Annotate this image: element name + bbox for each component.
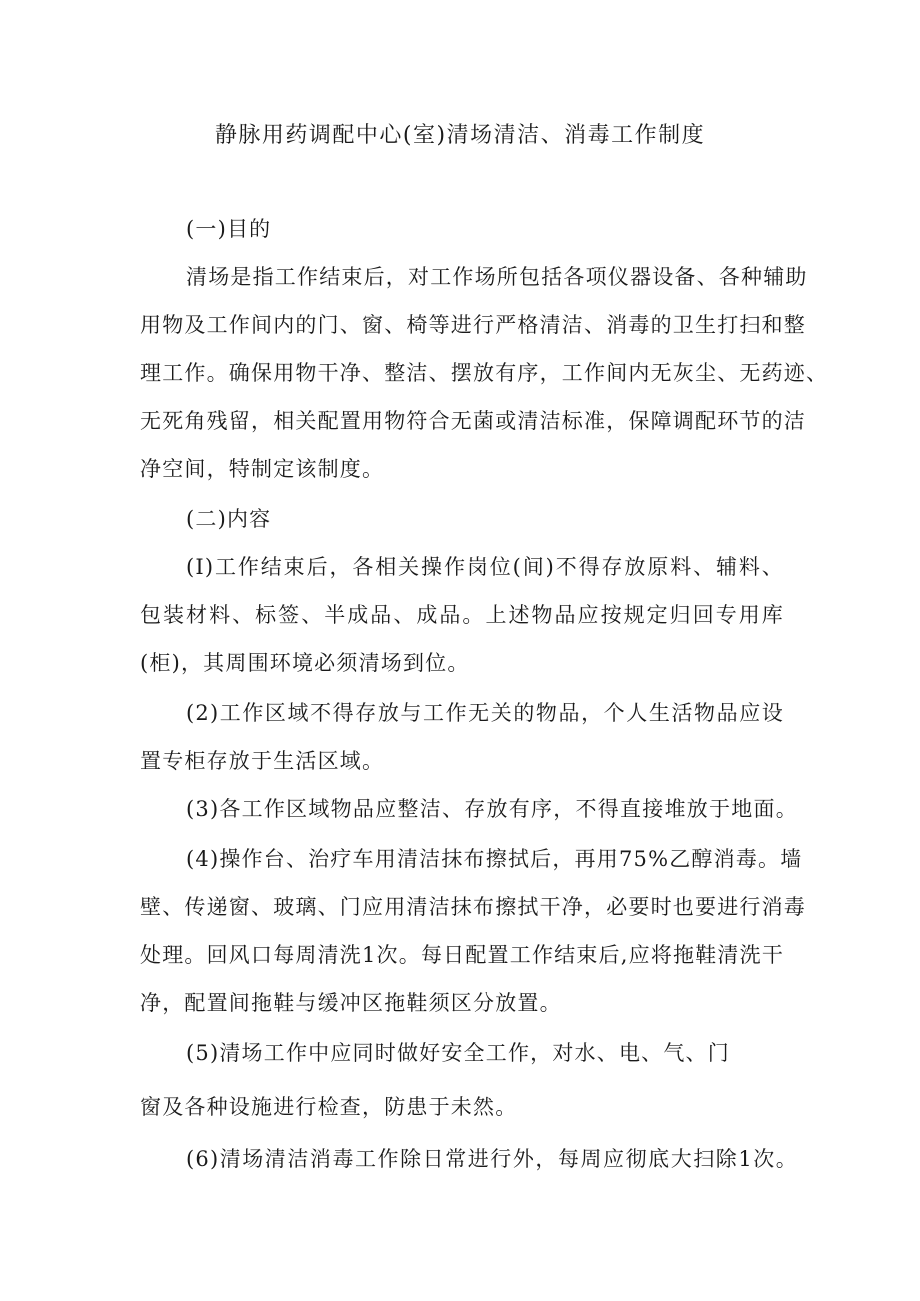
paragraph-line: 理工作。确保用物干净、整洁、摆放有序，工作间内无灰尘、无药迹、 <box>140 361 829 385</box>
paragraph-line: (5)清场工作中应同时做好安全工作，对水、电、气、门 <box>186 1041 730 1065</box>
paragraph-line: 无死角残留，相关配置用物符合无菌或清洁标准，保障调配环节的洁 <box>140 409 806 433</box>
paragraph-line: 置专柜存放于生活区域。 <box>140 749 385 773</box>
section-heading-content: (二)内容 <box>186 507 272 531</box>
paragraph-line: (6)清场清洁消毒工作除日常进行外，每周应彻底大扫除1次。 <box>186 1147 798 1171</box>
paragraph-line: 壁、传递窗、玻璃、门应用清洁抹布擦拭干净，必要时也要进行消毒 <box>140 895 806 919</box>
paragraph-line: (3)各工作区域物品应整洁、存放有序，不得直接堆放于地面。 <box>186 797 798 821</box>
section-heading-purpose: (一)目的 <box>186 217 272 241</box>
paragraph-line: (4)操作台、治疗车用清洁抹布擦拭后，再用75%乙醇消毒。墙 <box>186 847 803 871</box>
paragraph-line: (I)工作结束后，各相关操作岗位(间)不得存放原料、辅料、 <box>186 555 784 579</box>
paragraph-line: (柜)，其周围环境必须清场到位。 <box>140 651 470 675</box>
paragraph-line: 用物及工作间内的门、窗、椅等进行严格清洁、消毒的卫生打扫和整 <box>140 313 806 337</box>
paragraph-line: 净，配置间拖鞋与缓冲区拖鞋须区分放置。 <box>140 991 562 1015</box>
paragraph-line: 清场是指工作结束后，对工作场所包括各项仪器设备、各种辅助 <box>186 265 808 289</box>
paragraph-line: 包装材料、标签、半成品、成品。上述物品应按规定归回专用库 <box>140 603 784 627</box>
paragraph-line: 处理。回风口每周清洗1次。每日配置工作结束后,应将拖鞋清洗干 <box>140 943 785 967</box>
paragraph-line: 净空间，特制定该制度。 <box>140 457 385 481</box>
paragraph-line: 窗及各种设施进行检查，防患于未然。 <box>140 1095 518 1119</box>
document-title: 静脉用药调配中心(室)清场清洁、消毒工作制度 <box>214 123 706 148</box>
paragraph-line: (2)工作区域不得存放与工作无关的物品，个人生活物品应设 <box>186 701 784 725</box>
